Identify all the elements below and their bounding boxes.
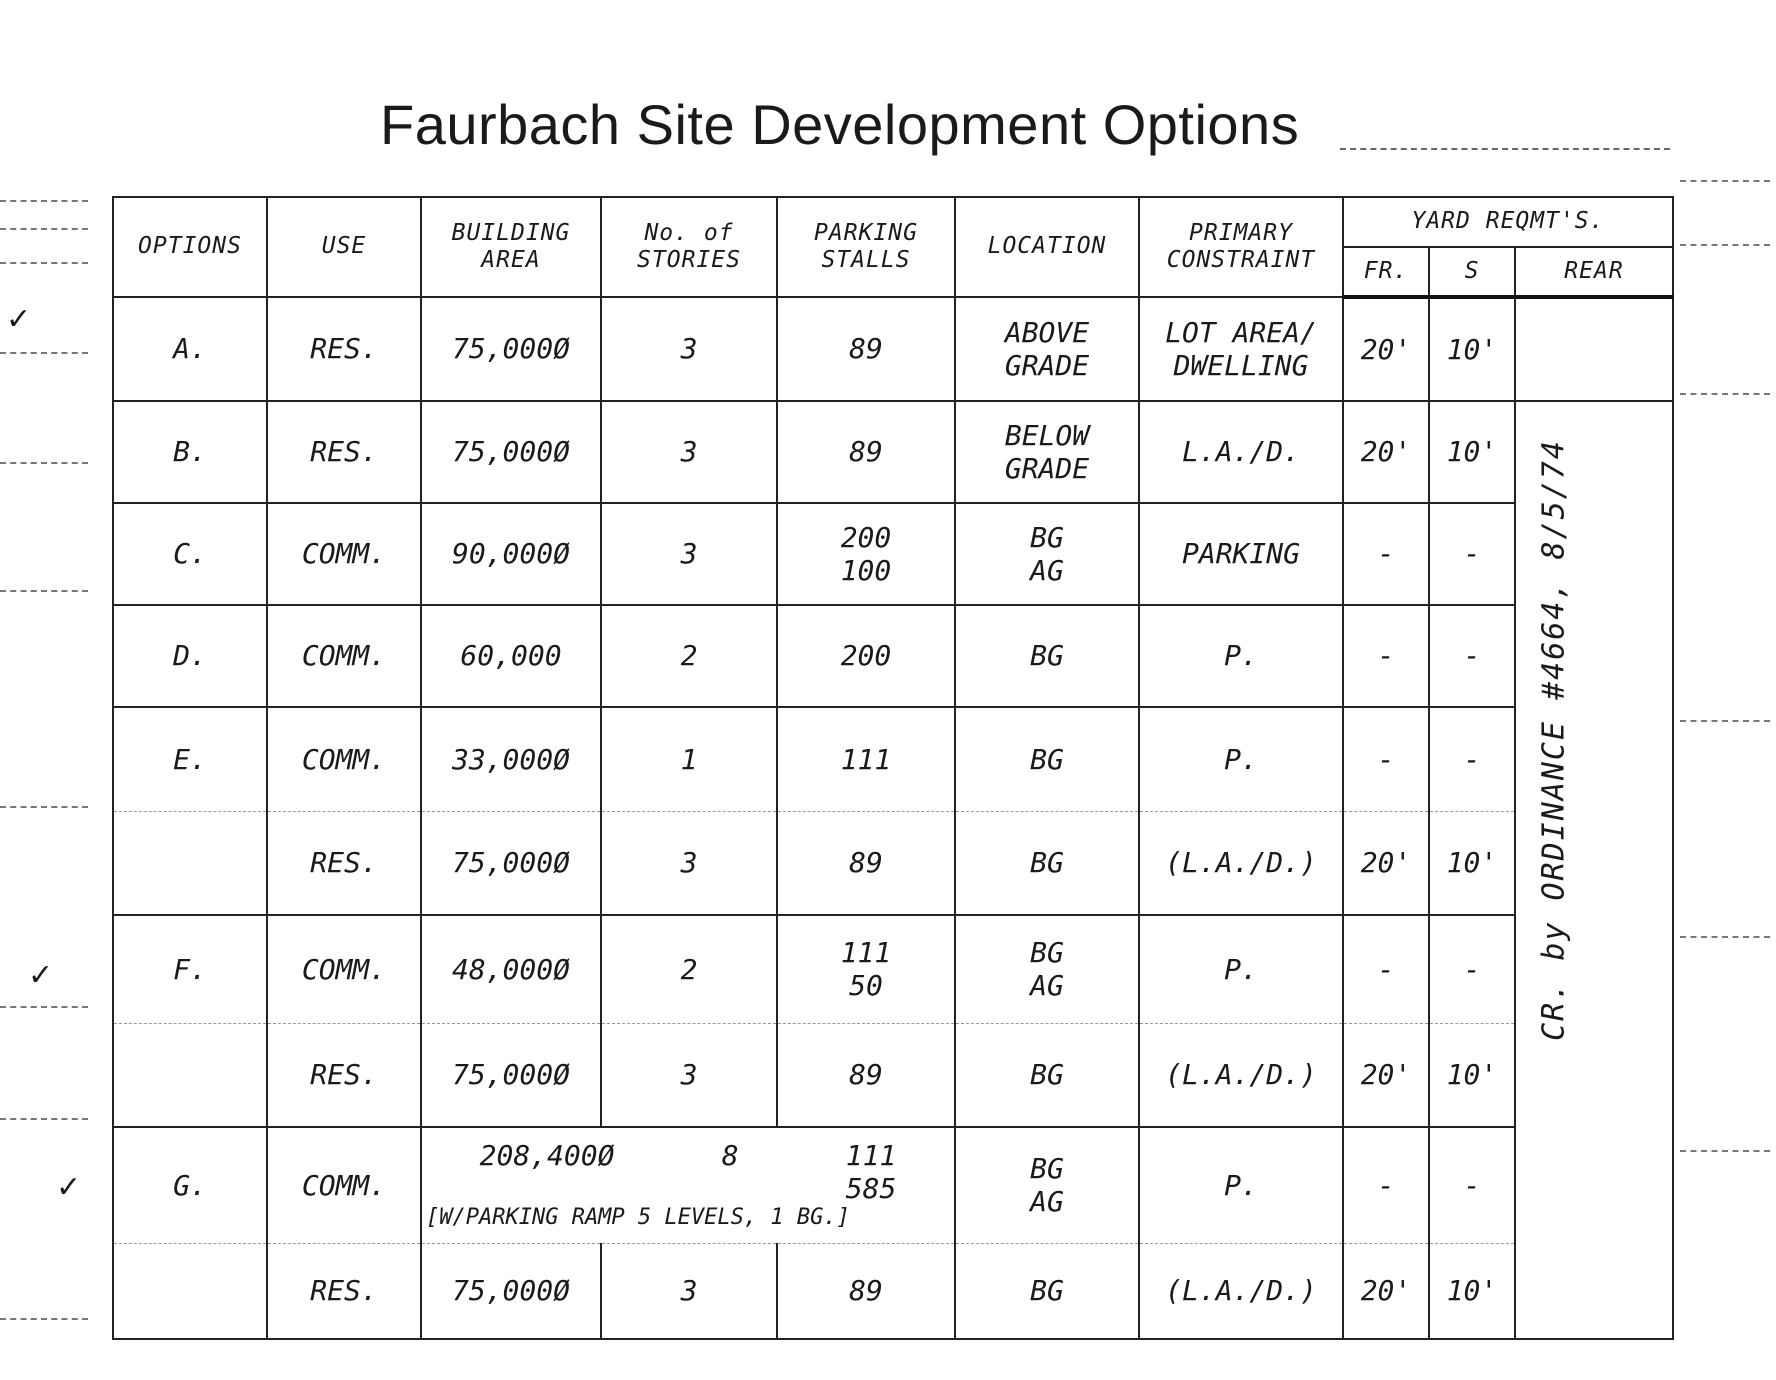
margin-rule xyxy=(0,200,88,202)
stories-cell: 3 xyxy=(601,503,777,605)
option-cell: G. xyxy=(113,1127,267,1243)
location-cell xyxy=(955,503,1139,605)
stories-cell: 1 xyxy=(601,707,777,811)
options-table xyxy=(112,196,1674,1340)
margin-rule xyxy=(0,590,88,592)
location-line: GRADE xyxy=(1004,349,1090,382)
location-line: ABOVE xyxy=(1004,315,1090,349)
area-cell: 33,000Ø xyxy=(421,707,601,811)
fr-cell: 20' xyxy=(1343,401,1429,503)
area-cell: 75,000Ø xyxy=(421,401,601,503)
margin-rule xyxy=(0,1006,88,1008)
parking-line: 111 xyxy=(845,1139,897,1173)
s-cell: 10' xyxy=(1429,1023,1515,1127)
ordinance-note: CR. by ORDINANCE #4664, 8/5/74 xyxy=(1536,439,1572,1041)
constraint-cell: L.A./D. xyxy=(1139,401,1343,503)
margin-rule xyxy=(1680,720,1770,722)
parking-cell: 89 xyxy=(777,401,955,503)
location-cell xyxy=(955,915,1139,1023)
constraint-cell: (L.A./D.) xyxy=(1139,1023,1343,1127)
area-cell: 75,000Ø xyxy=(421,297,601,401)
parking-cell: 89 xyxy=(777,1243,955,1339)
area-cell: 75,000Ø xyxy=(421,811,601,915)
fr-cell: 20' xyxy=(1343,297,1429,401)
margin-rule xyxy=(1680,936,1770,938)
fr-cell: 20' xyxy=(1343,1243,1429,1339)
fr-cell: - xyxy=(1343,915,1429,1023)
s-cell: - xyxy=(1429,605,1515,707)
s-cell: 10' xyxy=(1429,1243,1515,1339)
use-cell: COMM. xyxy=(267,707,421,811)
option-cell: B. xyxy=(113,401,267,503)
use-cell: RES. xyxy=(267,1243,421,1339)
use-cell: RES. xyxy=(267,811,421,915)
use-cell: COMM. xyxy=(267,503,421,605)
area-cell: 75,000Ø xyxy=(421,1243,601,1339)
stories-cell: 3 xyxy=(601,1243,777,1339)
page-title: Faurbach Site Development Options xyxy=(380,93,1300,156)
header-building-area: BUILDING AREA xyxy=(421,197,601,297)
constraint-cell: P. xyxy=(1139,707,1343,811)
rear-cell xyxy=(1515,297,1673,401)
parking-cell: 89 xyxy=(777,297,955,401)
location-line: BG xyxy=(1030,1152,1064,1186)
stories-cell: 3 xyxy=(601,811,777,915)
constraint-line: LOT AREA/ xyxy=(1165,315,1317,349)
option-cell xyxy=(113,1023,267,1127)
location-cell: BG xyxy=(955,1243,1139,1339)
parking-cell xyxy=(777,503,955,605)
fr-cell: 20' xyxy=(1343,1023,1429,1127)
location-line: BELOW xyxy=(1004,418,1090,452)
stories-cell: 3 xyxy=(601,401,777,503)
location-cell: BG xyxy=(955,707,1139,811)
margin-rule xyxy=(1680,180,1770,182)
margin-rule xyxy=(0,1118,88,1120)
location-line: GRADE xyxy=(1004,452,1090,485)
location-line: AG xyxy=(1030,969,1064,1003)
location-line: AG xyxy=(1030,554,1064,587)
use-cell: RES. xyxy=(267,401,421,503)
fr-cell: - xyxy=(1343,503,1429,605)
location-line: BG xyxy=(1030,520,1064,554)
table-row xyxy=(113,915,1673,1023)
margin-rule xyxy=(0,228,88,230)
stories-cell: 2 xyxy=(601,605,777,707)
header-yard: YARD REQMT'S. xyxy=(1343,197,1673,247)
option-cell: F. xyxy=(113,915,267,1023)
constraint-cell: PARKING xyxy=(1139,503,1343,605)
margin-rule xyxy=(1680,244,1770,246)
fr-cell: 20' xyxy=(1343,811,1429,915)
use-cell: COMM. xyxy=(267,915,421,1023)
fr-cell: - xyxy=(1343,1127,1429,1243)
header-options: OPTIONS xyxy=(113,197,267,297)
header-stories: No. of STORIES xyxy=(601,197,777,297)
title-underline xyxy=(1340,148,1670,150)
parking-cell xyxy=(777,915,955,1023)
s-cell: - xyxy=(1429,1127,1515,1243)
checkmark-g: ✓ xyxy=(56,1170,82,1205)
margin-rule xyxy=(1680,393,1770,395)
fr-cell: - xyxy=(1343,707,1429,811)
fr-cell: - xyxy=(1343,605,1429,707)
constraint-cell: P. xyxy=(1139,605,1343,707)
option-cell: D. xyxy=(113,605,267,707)
location-cell xyxy=(955,1127,1139,1243)
table-row xyxy=(113,1023,1673,1127)
option-cell xyxy=(113,1243,267,1339)
g-comm-values xyxy=(426,1139,950,1205)
use-cell: RES. xyxy=(267,1023,421,1127)
s-cell: - xyxy=(1429,915,1515,1023)
margin-rule xyxy=(0,262,88,264)
parking-line: 585 xyxy=(845,1172,897,1206)
s-cell: 10' xyxy=(1429,401,1515,503)
area-cell: 48,000Ø xyxy=(421,915,601,1023)
header-rear: REAR xyxy=(1515,247,1673,297)
parking-cell: 89 xyxy=(777,1023,955,1127)
constraint-cell: P. xyxy=(1139,1127,1343,1243)
parking-line: 100 xyxy=(840,554,892,587)
use-cell: RES. xyxy=(267,297,421,401)
location-cell: BG xyxy=(955,1023,1139,1127)
checkmark-f: ✓ xyxy=(28,958,54,993)
header-location: LOCATION xyxy=(955,197,1139,297)
stories-cell: 3 xyxy=(601,1023,777,1127)
table-row xyxy=(113,811,1673,915)
location-cell xyxy=(955,401,1139,503)
s-cell: - xyxy=(1429,707,1515,811)
constraint-cell: P. xyxy=(1139,915,1343,1023)
use-cell: COMM. xyxy=(267,605,421,707)
parking-ramp-note: [W/PARKING RAMP 5 LEVELS, 1 BG.] xyxy=(426,1205,850,1231)
table-row xyxy=(113,297,1673,401)
table-row xyxy=(113,503,1673,605)
s-cell: 10' xyxy=(1429,811,1515,915)
area-cell: 90,000Ø xyxy=(421,503,601,605)
option-cell xyxy=(113,811,267,915)
parking-cell: 89 xyxy=(777,811,955,915)
header-parking: PARKING STALLS xyxy=(777,197,955,297)
stories-cell: 2 xyxy=(601,915,777,1023)
margin-rule xyxy=(1680,1150,1770,1152)
parking-line: 200 xyxy=(840,520,892,554)
table-row xyxy=(113,605,1673,707)
g-comm-group xyxy=(421,1127,955,1243)
margin-rule xyxy=(0,462,88,464)
option-cell: C. xyxy=(113,503,267,605)
parking-line: 50 xyxy=(849,969,883,1003)
parking-line: 111 xyxy=(840,936,892,970)
margin-rule xyxy=(0,1318,88,1320)
area-cell: 60,000 xyxy=(421,605,601,707)
area-cell: 208,400Ø xyxy=(479,1139,615,1173)
location-line: BG xyxy=(1030,936,1064,970)
parking-cell xyxy=(846,1139,897,1205)
location-cell: BG xyxy=(955,811,1139,915)
option-cell: A. xyxy=(113,297,267,401)
table-row xyxy=(113,401,1673,503)
constraint-cell: (L.A./D.) xyxy=(1139,1243,1343,1339)
s-cell: 10' xyxy=(1429,297,1515,401)
s-cell: - xyxy=(1429,503,1515,605)
checkmark-a: ✓ xyxy=(6,302,32,337)
table-row xyxy=(113,1127,1673,1243)
table-row xyxy=(113,1243,1673,1339)
header-constraint: PRIMARY CONSTRAINT xyxy=(1139,197,1343,297)
parking-cell: 111 xyxy=(777,707,955,811)
location-cell: BG xyxy=(955,605,1139,707)
parking-cell: 200 xyxy=(777,605,955,707)
area-cell: 75,000Ø xyxy=(421,1023,601,1127)
margin-rule xyxy=(0,806,88,808)
location-line: AG xyxy=(1030,1185,1064,1219)
option-cell: E. xyxy=(113,707,267,811)
table-row xyxy=(113,707,1673,811)
header-s: S xyxy=(1429,247,1515,297)
use-cell: COMM. xyxy=(267,1127,421,1243)
location-cell xyxy=(955,297,1139,401)
constraint-cell: (L.A./D.) xyxy=(1139,811,1343,915)
header-use: USE xyxy=(267,197,421,297)
stories-cell: 3 xyxy=(601,297,777,401)
stories-cell: 8 xyxy=(721,1139,739,1173)
header-fr: FR. xyxy=(1343,247,1429,297)
margin-rule xyxy=(0,352,88,354)
constraint-line: DWELLING xyxy=(1173,349,1309,382)
constraint-cell xyxy=(1139,297,1343,401)
